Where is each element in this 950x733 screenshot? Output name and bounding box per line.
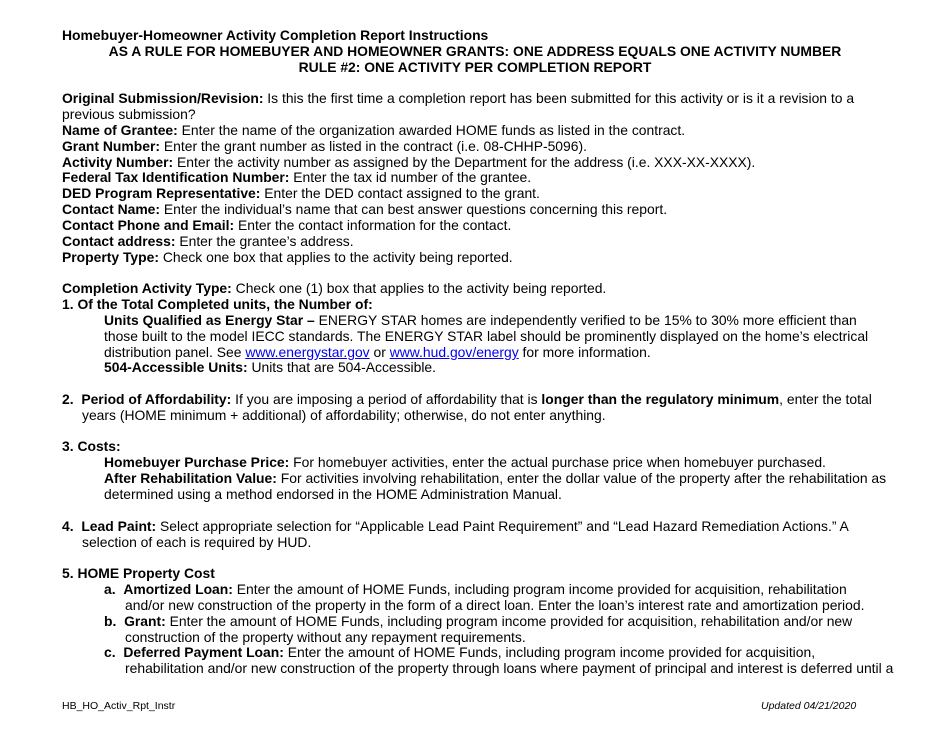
section-2-label: Period of Affordability: <box>81 391 232 407</box>
footer-updated-date: Updated 04/21/2020 <box>761 700 857 712</box>
hud-energy-link[interactable]: www.hud.gov/energy <box>389 344 519 360</box>
section-4-label: Lead Paint: <box>81 518 157 534</box>
definition-original-submission-cont: previous submission? <box>62 106 196 122</box>
energy-star-more-info: for more information. <box>518 344 651 360</box>
definition-text: Enter the activity number as assigned by the Department for the address (i.e. XXX-XX-XXXX). <box>173 154 756 170</box>
rule-one: AS A RULE FOR HOMEBUYER AND HOMEOWNER GRANTS: ONE ADDRESS EQUALS ONE ACTIVITY NUMBER <box>108 43 842 59</box>
definition-text: Enter the tax id number of the grantee. <box>289 169 532 185</box>
section-4-number: 4. <box>62 518 74 534</box>
definition-text: Check one box that applies to the activity being reported. <box>159 249 513 265</box>
rule-two: RULE #2: ONE ACTIVITY PER COMPLETION REPORT <box>298 59 652 75</box>
definition-federal-tax-id <box>62 169 531 185</box>
after-rehab-label: After Rehabilitation Value: <box>104 470 277 486</box>
section-2-number: 2. <box>62 391 74 407</box>
homebuyer-purchase-price <box>104 454 826 470</box>
energy-star-line-2: those built to the model IECC standards. The ENERGY STAR label should be prominently displayed on the home’s electrical <box>104 328 869 344</box>
after-rehab-value-line-1 <box>104 470 886 486</box>
definition-original-submission <box>62 90 854 106</box>
item-letter: a. <box>104 581 116 597</box>
energy-star-label: Units Qualified as Energy Star – <box>104 312 315 328</box>
item-text: Enter the amount of HOME Funds, including program income provided for acquisition, rehabilitation and/or new <box>165 613 853 629</box>
section-2-line-1 <box>62 391 872 407</box>
energy-star-line-3 <box>104 344 651 360</box>
definition-text: Enter the contact information for the contact. <box>234 217 512 233</box>
definition-ded-representative <box>62 185 540 201</box>
section-4-line-1 <box>62 518 849 534</box>
energy-star-text: ENERGY STAR homes are independently verified to be 15% to 30% more efficient than <box>314 312 857 328</box>
home-cost-item-b-line-2: construction of the property without any repayment requirements. <box>125 629 526 645</box>
accessible-text: Units that are 504-Accessible. <box>247 359 436 375</box>
definition-contact-name <box>62 201 667 217</box>
after-rehab-value-line-2: determined using a method endorsed in the HOME Administration Manual. <box>104 486 562 502</box>
definition-contact-phone-email <box>62 217 511 233</box>
definition-contact-address <box>62 233 354 249</box>
item-letter: b. <box>104 613 117 629</box>
home-cost-item-a-line-2: and/or new construction of the property in the form of a direct loan. Enter the loan’s interest rate and amortization period. <box>125 597 865 613</box>
definition-text: Enter the grantee’s address. <box>175 233 354 249</box>
accessible-label: 504-Accessible Units: <box>104 359 248 375</box>
completion-label: Completion Activity Type: <box>62 280 232 296</box>
definition-label: Property Type: <box>62 249 159 265</box>
definition-text: Enter the name of the organization awarded HOME funds as listed in the contract. <box>177 122 686 138</box>
section-4-text: Select appropriate selection for “Applicable Lead Paint Requirement” and “Lead Hazard Remediation Actions.” A <box>156 518 849 534</box>
definition-label: Federal Tax Identification Number: <box>62 169 290 185</box>
energystar-link[interactable]: www.energystar.gov <box>245 344 370 360</box>
definition-label: Original Submission/Revision: <box>62 90 264 106</box>
definition-label: Activity Number: <box>62 154 174 170</box>
definition-property-type <box>62 249 513 265</box>
section-2-bold-phrase: longer than the regulatory minimum <box>541 391 780 407</box>
definition-activity-number <box>62 154 755 170</box>
item-text: Enter the amount of HOME Funds, including program income provided for acquisition, <box>283 644 816 660</box>
completion-activity-type <box>62 280 606 296</box>
item-label: Deferred Payment Loan: <box>123 644 284 660</box>
section-4-line-2: selection of each is required by HUD. <box>82 534 312 550</box>
purchase-price-label: Homebuyer Purchase Price: <box>104 454 290 470</box>
home-cost-item-b-line-1 <box>104 613 852 629</box>
energy-star-or: or <box>369 344 390 360</box>
definition-grant-number <box>62 138 587 154</box>
definition-text: Enter the grant number as listed in the contract (i.e. 08-CHHP-5096). <box>160 138 587 154</box>
document-title: Homebuyer-Homeowner Activity Completion Report Instructions <box>62 27 489 43</box>
item-label: Amortized Loan: <box>123 581 233 597</box>
section-2-text-end: , enter the total <box>779 391 872 407</box>
after-rehab-text: For activities involving rehabilitation, enter the dollar value of the property after the rehabilitation as <box>276 470 887 486</box>
item-letter: c. <box>104 644 116 660</box>
completion-text: Check one (1) box that applies to the activity being reported. <box>231 280 607 296</box>
definition-label: DED Program Representative: <box>62 185 261 201</box>
section-2-text: If you are imposing a period of affordability that is <box>231 391 542 407</box>
section-5-heading: 5. HOME Property Cost <box>62 565 215 581</box>
home-cost-item-c-line-2: rehabilitation and/or new construction of the property through loans where payment of principal and interest is deferred until a <box>125 660 894 676</box>
purchase-price-text: For homebuyer activities, enter the actual purchase price when homebuyer purchased. <box>289 454 826 470</box>
section-1-heading: 1. Of the Total Completed units, the Number of: <box>62 296 373 312</box>
definition-label: Contact address: <box>62 233 176 249</box>
section-3-heading: 3. Costs: <box>62 438 121 454</box>
definition-text: Enter the DED contact assigned to the grant. <box>260 185 540 201</box>
accessible-units <box>104 359 436 375</box>
item-label: Grant: <box>124 613 166 629</box>
definition-label: Name of Grantee: <box>62 122 178 138</box>
definition-name-of-grantee <box>62 122 685 138</box>
footer-document-id: HB_HO_Activ_Rpt_Instr <box>62 700 176 712</box>
home-cost-item-a-line-1 <box>104 581 847 597</box>
definition-label: Contact Phone and Email: <box>62 217 235 233</box>
home-cost-item-c-line-1 <box>104 644 815 660</box>
definition-label: Grant Number: <box>62 138 161 154</box>
energy-star-see: distribution panel. See <box>104 344 246 360</box>
definition-label: Contact Name: <box>62 201 161 217</box>
item-text: Enter the amount of HOME Funds, including program income provided for acquisition, rehabilitation <box>232 581 847 597</box>
energy-star-line-1 <box>104 312 857 328</box>
definition-text: Is this the first time a completion report has been submitted for this activity or is it a revision to a <box>263 90 855 106</box>
section-2-line-2: years (HOME minimum + additional) of affordability; otherwise, do not enter anything. <box>82 407 606 423</box>
definition-text: Enter the individual’s name that can best answer questions concerning this report. <box>160 201 668 217</box>
